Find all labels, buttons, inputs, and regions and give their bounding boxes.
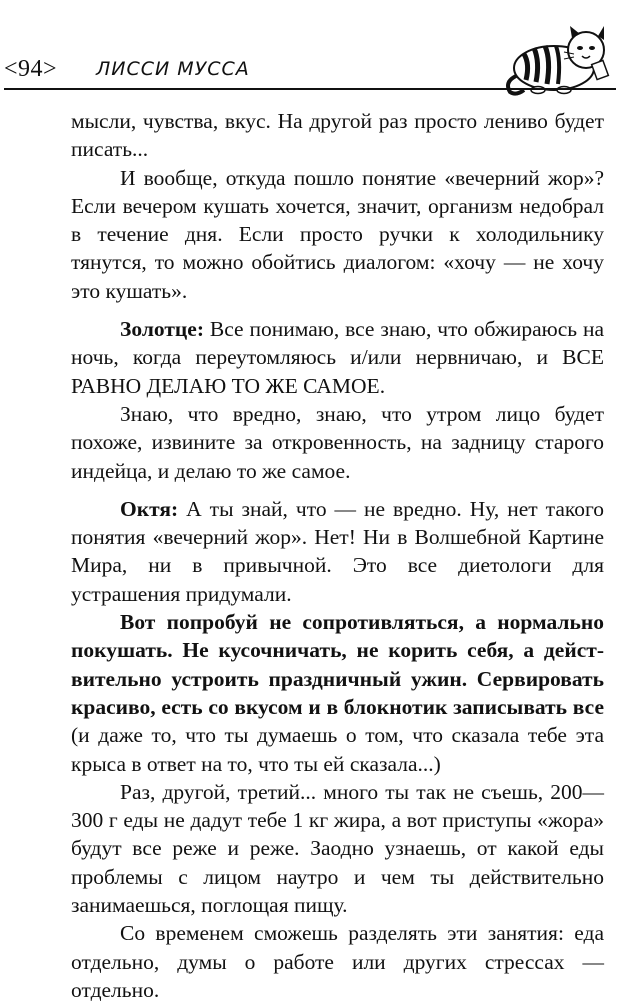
page-header [4, 52, 616, 86]
paragraph [71, 778, 604, 919]
paragraph-text: Все понимаю, все знаю, что обжираюсь на ночь, когда переутомляюсь и/или нервничаю, и ВСЕ РАВНО ДЕЛАЮ ТО ЖЕ САМОЕ. [71, 317, 604, 398]
paragraph [71, 315, 604, 400]
cat-icon [502, 18, 614, 98]
paragraph-text: (и даже то, что ты думаешь о том, что сказала тебе эта крыса в ответ на то, что ты ей сказала...) [71, 723, 604, 776]
header-rule [4, 88, 616, 90]
paragraph [71, 400, 604, 485]
paragraph-text: И вообще, откуда пошло понятие «вечерний жор»? Если вечером кушать хочется, значит, организм недобрал в течение дня. Если просто ручки к холодильнику тянутся, то можно обойтись диалогом: «хочу — не хочу это кушать». [71, 165, 604, 303]
paragraph-text: Со временем сможешь разделять эти занятия: еда отдельно, думы о работе или других стрессах — отдельно. [71, 921, 604, 1002]
paragraph-text: Знаю, что вредно, знаю, что утром лицо будет похоже, извините за откровенность, на задницу старого индейца, и делаю то же самое. [71, 401, 604, 483]
paragraph [71, 495, 604, 608]
speaker-label: Золотце: [120, 317, 204, 342]
paragraph [71, 107, 604, 164]
running-title: ЛИССИ МУССА [96, 58, 250, 80]
emphasized-text: Вот попробуй не сопротивляться, а нормально покушать. Не кусочничать, не корить себя, а действительно устроить праздничный ужин. Сервировать красиво, есть со вкусом и в блокнотик записывать все [71, 610, 604, 719]
paragraph-text: А ты знай, что — не вредно. Ну, нет такого понятия «вечерний жор». Нет! Ни в Волшебной Картине Мира, ни в привычной. Это все диетологи для устрашения придумали. [71, 496, 604, 606]
speaker-label: Октя: [120, 496, 179, 521]
paragraph-text: Раз, другой, третий... много ты так не съешь, 200—300 г еды не дадут тебе 1 кг жира, а вот приступы «жора» будут все реже и реже. Заодно узнаешь, от какой еды проблемы с лицом наутро и чем ты действительно занимаешься, поглощая пищу. [71, 779, 604, 918]
body-text [71, 107, 604, 1004]
paragraph [71, 919, 604, 1004]
page-number: <94> [4, 56, 58, 82]
paragraph [71, 164, 604, 305]
paragraph-text: мысли, чувства, вкус. На другой раз просто лениво будет писать... [71, 109, 604, 162]
paragraph [71, 608, 604, 778]
